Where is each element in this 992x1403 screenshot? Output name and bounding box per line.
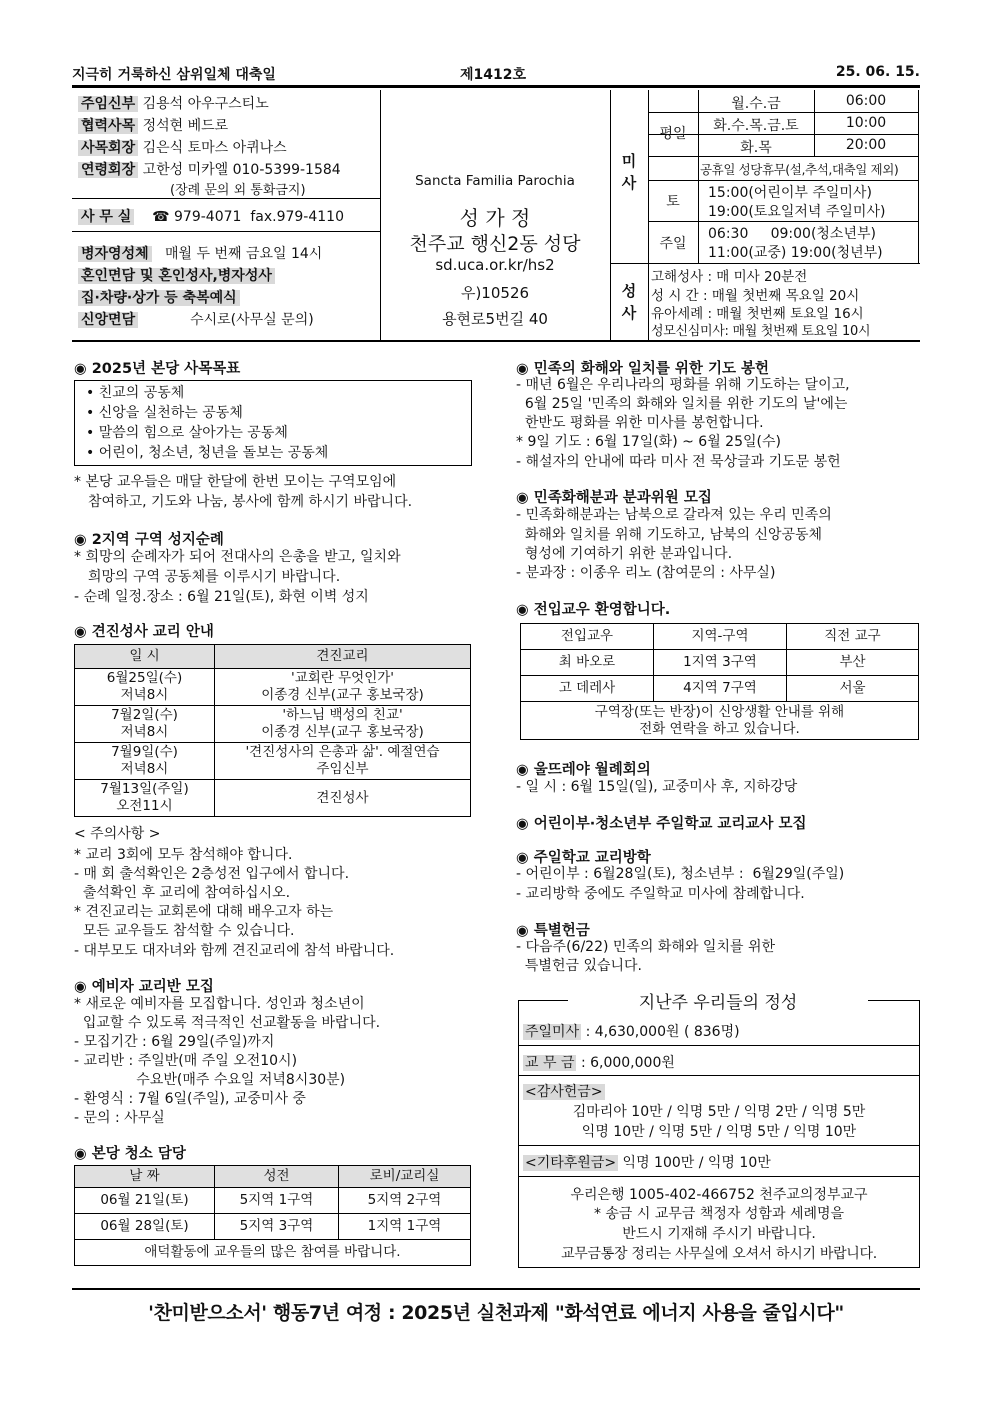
goal-item: • 친교의 공동체 (86, 385, 185, 401)
committee-title: ◉ 민족화해분과 분과위원 모집 (516, 490, 712, 506)
bank-note: 반드시 기재해 주시기 바랍니다. (622, 1226, 816, 1242)
catechumen-line: 입교할 수 있도록 적극적인 선교활동을 바랍니다. (74, 1015, 381, 1031)
goal-item: • 신앙을 실천하는 공동체 (86, 405, 243, 421)
confirmation-note: < 주의사항 > (74, 826, 161, 842)
parish-latin-name: Sancta Familia Parochia (415, 173, 575, 189)
confirmation-title: ◉ 견진성사 교리 안내 (74, 624, 214, 640)
parish-dues: 교 무 금 : 6,000,000원 (525, 1055, 675, 1071)
sacrament-baptism: 유아세례 : 매월 첫번째 토요일 16시 (651, 306, 864, 322)
thanks-offering-line: 김마리아 10만 / 익명 5만 / 익명 2만 / 익명 5만 (572, 1104, 866, 1120)
table-header: 지역-구역 (654, 624, 787, 650)
catechumen-line: - 교리반 : 주일반(매 주일 오전10시) (74, 1053, 298, 1069)
special-title: ◉ 특별헌금 (516, 923, 590, 939)
confirmation-note: 모든 교우들도 참석할 수 있습니다. (74, 923, 295, 939)
confirmation-table (74, 644, 471, 817)
sacrament-marian-mass: 성모신심미사: 매월 첫번째 토요일 10시 (651, 324, 871, 339)
reconciliation-novena: * 9일 기도 : 6월 17일(화) ~ 6월 25일(수) (516, 434, 781, 450)
issue-number: 제1412호 (460, 67, 527, 83)
reconciliation-title: ◉ 민족의 화해와 일치를 위한 기도 봉헌 (516, 361, 770, 377)
table-row: 06월 21일(토) 5지역 1구역 5지역 2구역 (75, 1188, 471, 1214)
table-header: 전입교우 (521, 624, 654, 650)
footer-campaign: '찬미받으소서' 행동7년 여정 : 2025년 실천과제 "화석연료 에너지 사용을 줄입시다" (148, 1302, 844, 1324)
reconciliation-line: 6월 25일 '민족의 화해와 일치를 위한 기도의 날'에는 (516, 396, 848, 412)
bank-account: 우리은행 1005-402-466752 천주교의정부교구 (570, 1187, 868, 1203)
catechumen-title: ◉ 예비자 교리반 모집 (74, 979, 214, 995)
committee-line: - 분과장 : 이종우 리노 (참여문의 : 사무실) (516, 565, 776, 581)
sunday-offering: 주일미사 : 4,630,000원 ( 836명) (525, 1024, 740, 1040)
table-row: 애덕활동에 교우들의 많은 참여를 바랍니다. (75, 1240, 471, 1266)
table-row: 6월25일(수) 저녁8시 '교회란 무엇인가' 이종경 신부(교구 홍보국장) (75, 669, 471, 706)
reconciliation-line: - 해설자의 안내에 따라 미사 전 묵상글과 기도문 봉헌 (516, 454, 841, 470)
staff-council-president: 사목회장 김은식 토마스 아퀴나스 (78, 137, 287, 157)
catechumen-line: - 환영식 : 7월 6일(주일), 교중미사 중 (74, 1091, 306, 1107)
feast-title: 지극히 거룩하신 삼위일체 대축일 (72, 67, 276, 83)
parish-full-name: 천주교 행신2동 성당 (409, 233, 581, 255)
weekday-time-3: 20:00 (845, 137, 887, 153)
table-row: 7월9일(수) 저녁8시 '견진성사의 은총과 삶'. 예절연습 주임신부 (75, 743, 471, 780)
sunday-label: 주일 (659, 236, 687, 252)
vacation-line: - 어린이부 : 6월28일(토), 청소년부 : 6월29일(주일) (516, 866, 845, 882)
table-header: 날 짜 (75, 1166, 215, 1188)
confirmation-note: - 대부모도 대자녀와 함께 견진교리에 참석 바랍니다. (74, 943, 395, 959)
parish-name: 성 가 정 (459, 206, 531, 230)
bank-note: * 송금 시 교무금 책정자 성함과 세례명을 (593, 1206, 845, 1222)
staff-assistant: 협력사목 정석현 베드로 (78, 115, 228, 135)
sacrament-confession: 고해성사 : 매 미사 20분전 (651, 269, 808, 285)
goal-item: • 말씀의 힘으로 살아가는 공동체 (86, 425, 288, 441)
table-header: 직전 교구 (787, 624, 919, 650)
cleaning-table (74, 1165, 471, 1266)
weekday-time-1: 06:00 (845, 93, 887, 109)
table-row: 최 바오로 1지역 3구역 부산 (521, 650, 919, 676)
confirmation-note: * 견진교리는 교회론에 대해 배우고자 하는 (74, 904, 334, 920)
pilgrimage-schedule: - 순례 일정.장소 : 6월 21일(토), 화현 이벽 성지 (74, 589, 369, 605)
phone-icon-text: ☎ 979-4071 (152, 209, 242, 225)
table-header: 견진교리 (215, 645, 471, 669)
goals-title: ◉ 2025년 본당 사목목표 (74, 361, 241, 377)
service-marriage: 혼인면담 및 혼인성사,병자성사 (78, 265, 275, 285)
thanks-offering-label: <감사헌금> (525, 1084, 603, 1100)
pilgrimage-line: 희망의 구역 공동체를 이루시기 바랍니다. (88, 569, 341, 585)
confirmation-note: * 교리 3회에 모두 참석해야 합니다. (74, 847, 293, 863)
pilgrimage-line: * 희망의 순례자가 되어 전대사의 은총을 받고, 일치와 (74, 549, 401, 565)
staff-note: (장례 문의 외 통화금지) (170, 183, 306, 198)
service-blessing: 집·차량·상가 등 축복예식 (78, 287, 240, 307)
newcomers-table (520, 623, 919, 740)
special-line: 특별헌금 있습니다. (516, 958, 642, 974)
vacation-line: - 교리방학 중에도 주일학교 미사에 참례합니다. (516, 886, 805, 902)
table-header: 로비/교리실 (339, 1166, 471, 1188)
saturday-label: 토 (666, 194, 680, 210)
committee-line: - 민족화해분과는 남북으로 갈라져 있는 우리 민족의 (516, 507, 832, 523)
teachers-title: ◉ 어린이부·청소년부 주일학교 교리교사 모집 (516, 816, 807, 832)
special-line: - 다음주(6/22) 민족의 화해와 일치를 위한 (516, 939, 776, 955)
staff-funeral-president: 연령회장 고한성 미카엘 010-5399-1584 (78, 159, 341, 179)
parish-website[interactable]: sd.uca.or.kr/hs2 (435, 256, 555, 274)
weekday-time-2: 10:00 (845, 115, 887, 131)
bank-note: 교무금통장 정리는 사무실에 오셔서 하시기 바랍니다. (561, 1246, 877, 1262)
catechumen-line: * 새로운 예비자를 모집합니다. 성인과 청소년이 (74, 996, 365, 1012)
sacrament-label: 성사 (621, 282, 637, 322)
catechumen-line: 수요반(매주 수요일 저녁8시30분) (74, 1072, 346, 1088)
sacrament-adoration: 성 시 간 : 매월 첫번째 목요일 20시 (651, 288, 860, 304)
mass-label: 미사 (621, 152, 637, 192)
legion-line: - 일 시 : 6월 15일(일), 교중미사 후, 지하강당 (516, 779, 798, 795)
sunday-mass-2: 11:00(교중) 19:00(청년부) (708, 245, 883, 261)
saturday-mass-2: 19:00(토요일저녁 주일미사) (708, 204, 886, 220)
reconciliation-line: - 매년 6월은 우리나라의 평화를 위해 기도하는 달이고, (516, 377, 850, 393)
newcomers-title: ◉ 전입교우 환영합니다. (516, 602, 671, 618)
parish-address: 용현로5번길 40 (442, 310, 548, 328)
sunday-mass-1: 06:30 09:00(청소년부) (708, 226, 876, 242)
other-donations: <기타후원금> 익명 100만 / 익명 10만 (525, 1155, 771, 1171)
issue-date: 25. 06. 15. (835, 64, 920, 80)
weekday-days-3: 화.목 (740, 140, 772, 156)
table-row: 고 데레사 4지역 7구역 서울 (521, 676, 919, 702)
pilgrimage-title: ◉ 2지역 구역 성지순례 (74, 532, 224, 548)
thanks-offering-line: 익명 10만 / 익명 5만 / 익명 5만 / 익명 10만 (581, 1124, 857, 1140)
vacation-title: ◉ 주일학교 교리방학 (516, 850, 651, 866)
weekday-holiday-note: 공휴일 성당휴무(설,추석,대축일 제외) (700, 162, 899, 177)
saturday-mass-1: 15:00(어린이부 주일미사) (708, 185, 872, 201)
cleaning-title: ◉ 본당 청소 담당 (74, 1146, 186, 1162)
parish-zip: 우)10526 (460, 284, 530, 302)
service-faith-counsel: 신앙면담 수시로(사무실 문의) (78, 309, 314, 329)
weekday-days-2: 화.수.목.금.토 (713, 118, 799, 134)
committee-line: 화해와 일치를 위해 기도하고, 남북의 신앙공동체 (516, 527, 823, 543)
bulletin-header (72, 60, 920, 88)
catechumen-line: - 모집기간 : 6월 29일(주일)까지 (74, 1034, 275, 1050)
weekday-days-1: 월.수.금 (731, 96, 781, 112)
confirmation-note: 출석확인 후 교리에 참여하십시오. (74, 885, 291, 901)
confirmation-note: - 매 회 출석확인은 2층성전 입구에서 합니다. (74, 866, 350, 882)
goal-item: • 어린이, 청소년, 청년을 돌보는 공동체 (86, 445, 329, 461)
table-row: 7월13일(주일) 오전11시 견진성사 (75, 780, 471, 817)
table-row: 구역장(또는 반장)이 신앙생활 안내를 위해 전화 연락을 하고 있습니다. (521, 702, 919, 740)
reconciliation-line: 한반도 평화를 위한 미사를 봉헌합니다. (516, 415, 764, 431)
table-header: 성전 (215, 1166, 339, 1188)
committee-line: 형성에 기여하기 위한 분과입니다. (516, 546, 733, 562)
catechumen-line: - 문의 : 사무실 (74, 1110, 165, 1126)
offering-title: 지난주 우리들의 정성 (568, 988, 868, 1013)
legion-title: ◉ 울뜨레야 월례회의 (516, 762, 651, 778)
office-contact: 사 무 실 ☎ 979-4071 fax.979-4110 (78, 206, 344, 226)
weekday-label: 평일 (659, 126, 687, 142)
goals-note: * 본당 교우들은 매달 한달에 한번 모이는 구역모임에 (74, 474, 397, 490)
staff-pastor: 주임신부 김용석 아우구스티노 (78, 93, 269, 113)
table-header: 일 시 (75, 645, 215, 669)
service-sick-communion: 병자영성체 매월 두 번째 금요일 14시 (78, 243, 322, 263)
goals-note: 참여하고, 기도와 나눔, 봉사에 함께 하시기 바랍니다. (88, 494, 413, 510)
table-row: 06월 28일(토) 5지역 3구역 1지역 1구역 (75, 1214, 471, 1240)
table-row: 7월2일(수) 저녁8시 '하느님 백성의 친교' 이종경 신부(교구 홍보국장) (75, 706, 471, 743)
